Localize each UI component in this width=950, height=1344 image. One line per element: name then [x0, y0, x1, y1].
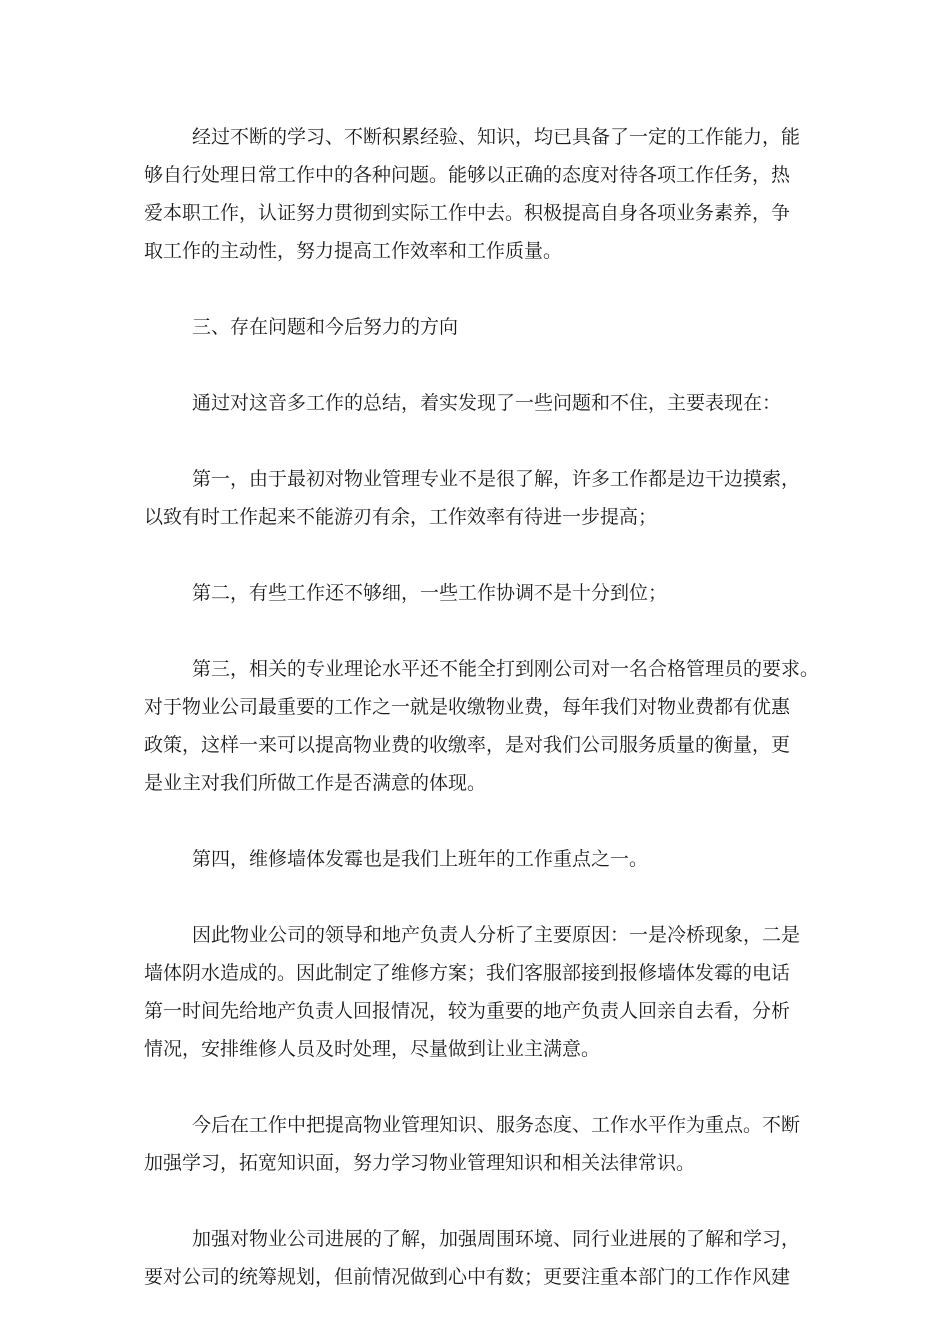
text-line: 第三，相关的专业理论水平还不能全打到刚公司对一名合格管理员的要求。 — [192, 658, 820, 680]
text-line: 第一时间先给地产负责人回报情况，较为重要的地产负责人回亲自去看，分析 — [144, 1000, 791, 1022]
paragraph-point-one — [144, 460, 816, 536]
text-line: 情况，安排维修人员及时处理，尽量做到让业主满意。 — [144, 1038, 601, 1060]
text-line: 第二，有些工作还不够细，一些工作协调不是十分到位； — [192, 582, 668, 604]
paragraph-point-two — [144, 574, 816, 612]
heading-text: 三、存在问题和今后努力的方向 — [192, 316, 459, 338]
section-heading-problems — [144, 308, 816, 346]
document-body — [144, 118, 820, 1334]
text-line: 加强学习，拓宽知识面，努力学习物业管理知识和相关法律常识。 — [144, 1152, 696, 1174]
paragraph-future-focus — [144, 1106, 816, 1182]
text-line: 够自行处理日常工作中的各种问题。能够以正确的态度对待各项工作任务，热 — [144, 164, 791, 186]
paragraph-work-ability — [144, 118, 816, 270]
text-line: 是业主对我们所做工作是否满意的体现。 — [144, 772, 487, 794]
text-line: 今后在工作中把提高物业管理知识、服务态度、工作水平作为重点。不断 — [192, 1114, 801, 1136]
text-line: 墙体阴水造成的。因此制定了维修方案；我们客服部接到报修墙体发霉的电话 — [144, 962, 791, 984]
text-line: 取工作的主动性，努力提高工作效率和工作质量。 — [144, 240, 563, 262]
text-line: 经过不断的学习、不断积累经验、知识，均已具备了一定的工作能力，能 — [192, 126, 801, 148]
text-line: 政策，这样一来可以提高物业费的收缴率，是对我们公司服务质量的衡量，更 — [144, 734, 791, 756]
text-line: 爱本职工作，认证努力贯彻到实际工作中去。积极提高自身各项业务素养，争 — [144, 202, 791, 224]
text-line: 要对公司的统筹规划，但前情况做到心中有数；更要注重本部门的工作作风建 — [144, 1266, 791, 1288]
text-line: 第四，维修墙体发霉也是我们上班年的工作重点之一。 — [192, 848, 649, 870]
text-line: 因此物业公司的领导和地产负责人分析了主要原因：一是冷桥现象，二是 — [192, 924, 801, 946]
text-line: 对于物业公司最重要的工作之一就是收缴物业费，每年我们对物业费都有优惠 — [144, 696, 791, 718]
text-line: 以致有时工作起来不能游刃有余，工作效率有待进一步提高； — [144, 506, 658, 528]
paragraph-company-development — [144, 1220, 816, 1296]
text-line: 通过对这音多工作的总结，着实发现了一些问题和不住，主要表现在： — [192, 392, 782, 414]
text-line: 第一，由于最初对物业管理专业不是很了解，许多工作都是边干边摸索， — [192, 468, 801, 490]
paragraph-cause-analysis — [144, 916, 816, 1068]
text-line: 加强对物业公司进展的了解，加强周围环境、同行业进展的了解和学习， — [192, 1228, 801, 1250]
paragraph-point-three — [144, 650, 820, 802]
paragraph-point-four — [144, 840, 816, 878]
paragraph-summary-intro — [144, 384, 816, 422]
